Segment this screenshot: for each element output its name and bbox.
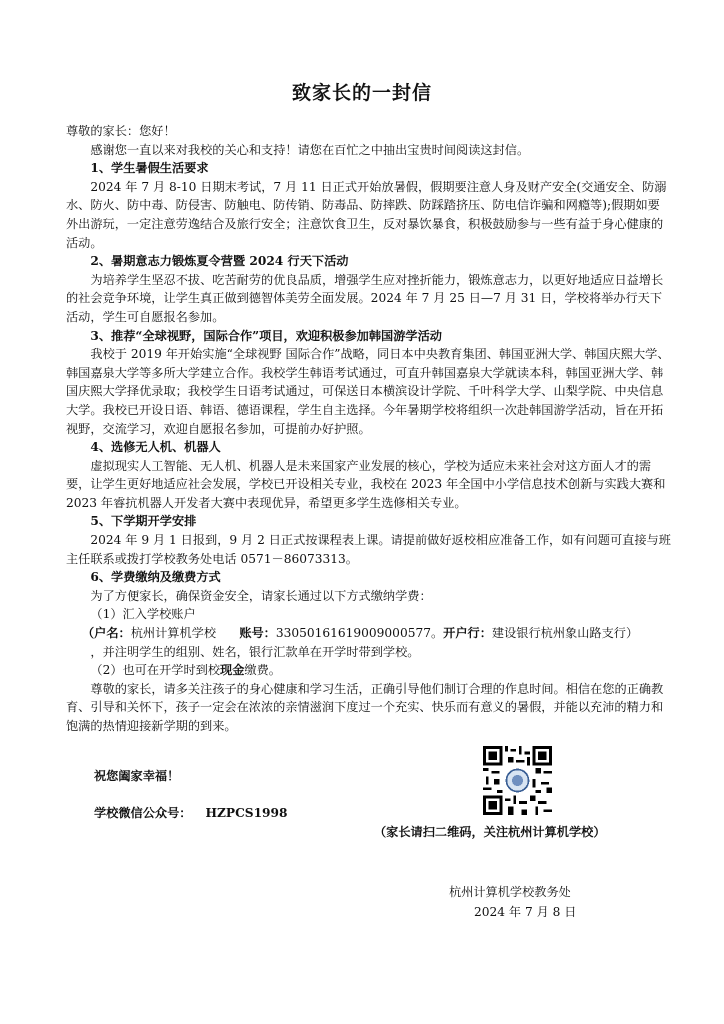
- bank-label: 开户行：: [443, 626, 492, 641]
- intro-paragraph: 感谢您一直以来对我校的关心和支持！请您在百忙之中抽出宝贵时间阅读这封信。: [90, 142, 530, 157]
- section-heading-2: 2、暑期意志力锻炼夏令营暨 2024 行天下活动: [90, 254, 349, 269]
- option2-suffix: 缴费。: [244, 663, 281, 678]
- greeting: 尊敬的家长：您好！: [66, 124, 176, 138]
- wechat-account: [94, 804, 302, 821]
- account-info: [66, 624, 672, 643]
- account-name: 杭州计算机学校: [130, 626, 217, 641]
- payment-intro: 为了方便家长，确保资金安全，请家长通过以下方式缴纳学费：: [90, 588, 432, 603]
- section-heading-5: 5、下学期开学安排: [90, 514, 197, 529]
- account-name-label: （户名：: [82, 626, 131, 641]
- option2-cash: 现金: [220, 663, 245, 678]
- signoff: 祝您阖家幸福！: [94, 769, 180, 783]
- qr-code-icon[interactable]: [483, 746, 552, 815]
- section-heading-4: 4、选修无人机、机器人: [90, 440, 221, 455]
- section-heading-1: 1、学生暑假生活要求: [90, 161, 209, 176]
- wechat-label: 学校微信公众号：: [94, 806, 192, 820]
- option2-prefix: （2）也可在开学时到校: [90, 663, 221, 678]
- letter-title: 致家长的一封信: [291, 82, 432, 104]
- section-text-2: 为培养学生坚忍不拔、吃苦耐劳的优良品质，增强学生应对挫折能力，锻炼意志力，以更好地适应日益增长的社会竞争环境，让学生真正做到德智体美劳全面发展。2024 年 7 月 25 日—7 月 31 日，学校将举办行天下活动，学生可自愿报名参加。: [66, 272, 664, 324]
- section-text-4: 虚拟现实人工智能、无人机、机器人是未来国家产业发展的核心，学校为适应未来社会对这方面人才的需要，让学生更好地适应社会发展，学校已开设相关专业，我校在 2023 年全国中小学信息技术创新与实践大赛和 2023 年睿抗机器人开发者大赛中表现优异，希望更多学生选修相关专业。: [66, 458, 666, 510]
- section-text-3: 我校于 2019 年开始实施“全球视野 国际合作”战略，同日本中央教育集团、韩国亚洲大学、韩国庆熙大学、韩国嘉泉大学等多所大学建立合作。我校学生韩语考试通过，可直升韩国嘉泉大学就读本科，韩国亚洲大学、韩国庆熙大学择优录取；我校学生日语考试通过，可保送日本横滨设计学院、千叶科学大学、山梨学院、中央信息大学。我校已开设日语、韩语、德语课程，学生自主选择。今年暑期学校将组织一次赴韩国游学活动，旨在开拓视野，交流学习，欢迎自愿报名参加，可提前办好护照。: [66, 347, 670, 436]
- section-heading-3: 3、推荐“全球视野，国际合作”项目，欢迎积极参加韩国游学活动: [90, 328, 442, 343]
- closing-paragraph: 尊敬的家长，请多关注孩子的身心健康和学习生活，正确引导他们制订合理的作息时间。相信在您的正确教育、引导和关怀下，孩子一定会在浓浓的亲情滋润下度过一个充实、快乐而有意义的暑假，并能以充沛的精力和饱满的热情迎接新学期的到来。: [66, 681, 664, 733]
- signature-organization: 杭州计算机学校教务处: [449, 885, 571, 899]
- payment-option-1: （1）汇入学校账户: [90, 607, 196, 622]
- bank-name: 建设银行杭州象山路支行）: [491, 626, 639, 641]
- account-number-label: 账号：: [239, 626, 276, 641]
- wechat-id: HZPCS1998: [205, 806, 288, 820]
- qr-caption: （家长请扫二维码，关注杭州计算机学校）: [374, 825, 606, 839]
- signature-date: 2024 年 7 月 8 日: [474, 905, 577, 919]
- payment-note: ，并注明学生的组别、姓名，银行汇款单在开学时带到学校。: [90, 644, 420, 659]
- payment-option-2: [66, 661, 672, 680]
- section-heading-6: 6、学费缴纳及缴费方式: [90, 570, 221, 585]
- account-number: 33050161619009000577。: [275, 626, 444, 641]
- section-text-1: 2024 年 7 月 8-10 日期末考试，7 月 11 日正式开始放暑假，假期要注意人身及财产安全(交通安全、防溺水、防火、防中毒、防侵害、防触电、防传销、防毒品、防摔跌、防踩踏挤压、防电信诈骗和网瘾等);假期如要外出游玩，一定注意劳逸结合及旅行安全；注意饮食卫生，反对暴饮暴食，积极鼓励参与一些有益于身心健康的活动。: [66, 179, 667, 250]
- section-text-5: 2024 年 9 月 1 日报到，9 月 2 日正式按课程表上课。请提前做好返校相应准备工作，如有问题可直接与班主任联系或拨打学校教务处电话 0571－86073313。: [66, 533, 671, 566]
- letter-body: [66, 122, 672, 736]
